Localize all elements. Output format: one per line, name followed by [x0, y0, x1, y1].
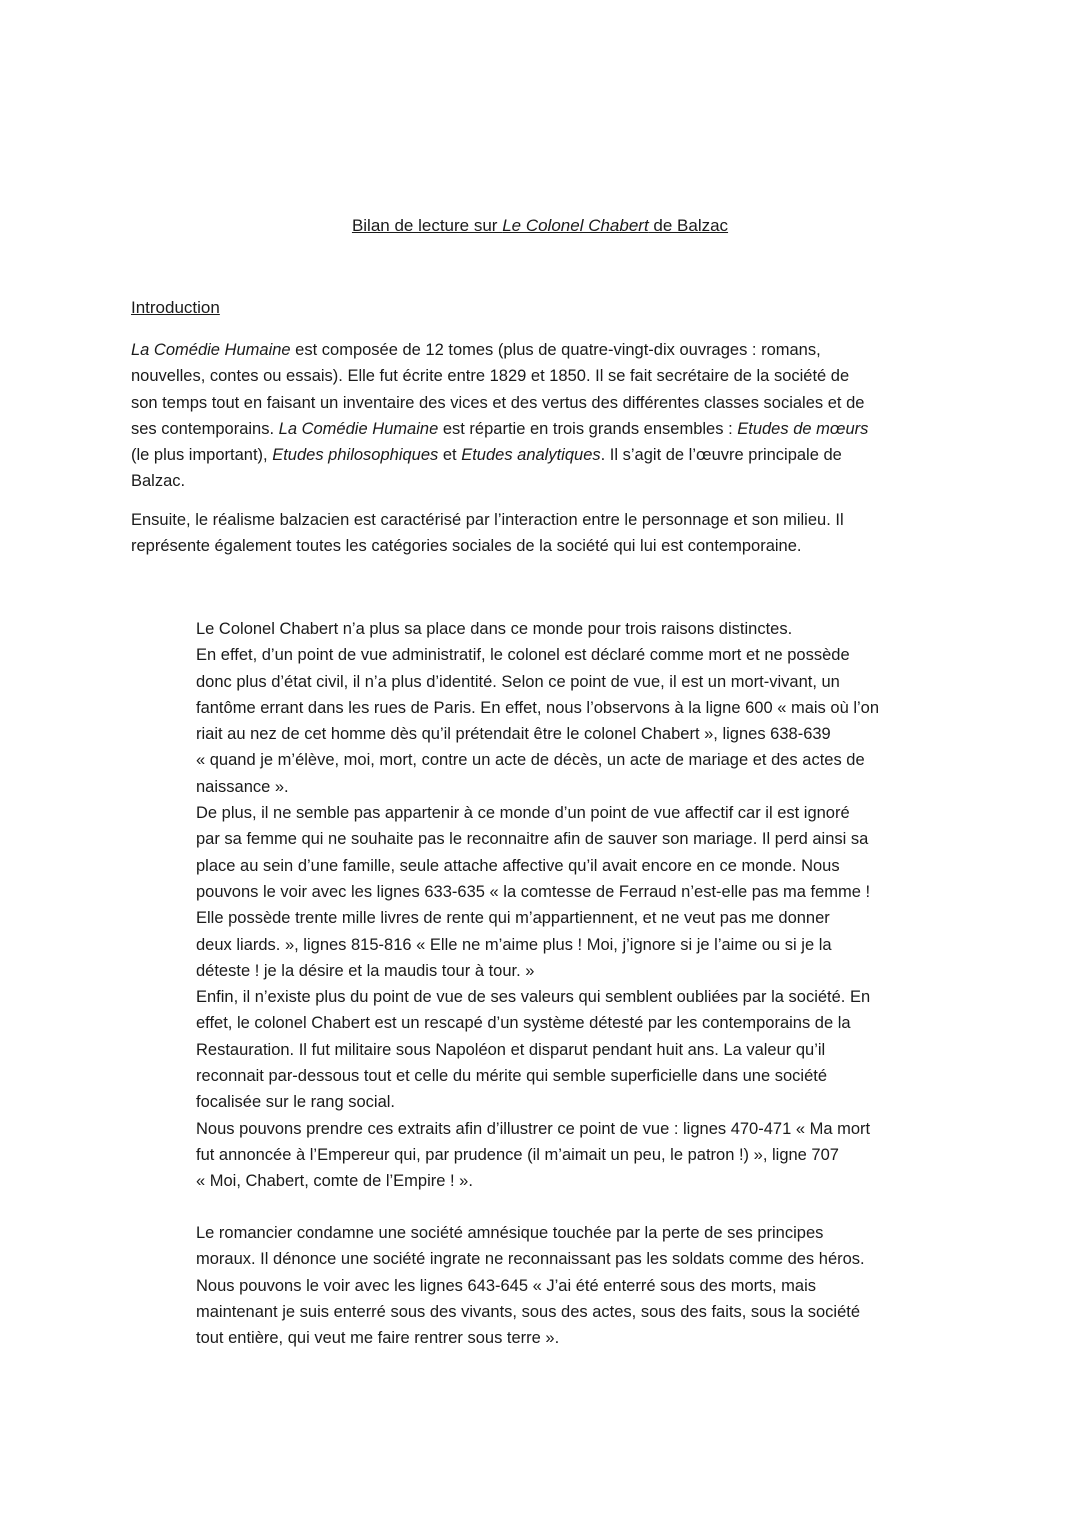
body-block-1: [196, 616, 956, 1195]
body-line: Enfin, il n’existe plus du point de vue de ses valeurs qui semblent oubliées par la société. En: [196, 988, 871, 1007]
italic-text: Etudes analytiques: [461, 446, 601, 465]
intro-paragraph-2: [131, 507, 951, 560]
document-title: [0, 215, 1080, 237]
text: et: [438, 446, 462, 465]
body-line: reconnait par-dessous tout et celle du mérite qui semble superficielle dans une société: [196, 1067, 828, 1086]
body-line: déteste ! je la désire et la maudis tour à tour. »: [196, 961, 535, 980]
section-heading-introduction: Introduction: [131, 298, 220, 317]
body-line: Nous pouvons le voir avec les lignes 643-645 « J’ai été enterré sous des morts, mais: [196, 1276, 816, 1295]
body-line: par sa femme qui ne souhaite pas le reconnaitre afin de sauver son mariage. Il perd ainsi sa: [196, 830, 869, 849]
body-line: deux liards. », lignes 815-816 « Elle ne m’aime plus ! Moi, j’ignore si je l’aime ou si je la: [196, 935, 832, 954]
body-line: moraux. Il dénonce une société ingrate ne reconnaissant pas les soldats comme des héros.: [196, 1250, 865, 1269]
italic-text: Etudes de mœurs: [737, 419, 869, 438]
body-line: fut annoncée à l’Empereur qui, par prudence (il m’aimait un peu, le patron !) », ligne 707: [196, 1145, 839, 1164]
body-block-2: [196, 1220, 956, 1351]
text: est répartie en trois grands ensembles :: [438, 419, 738, 438]
intro-line: nouvelles, contes ou essais). Elle fut écrite entre 1829 et 1850. Il se fait secrétaire de la société de: [131, 367, 850, 386]
body-line: Elle possède trente mille livres de rente qui m’appartiennent, et ne veut pas me donner: [196, 909, 830, 928]
body-line: maintenant je suis enterré sous des vivants, sous des actes, sous des faits, sous la société: [196, 1302, 861, 1321]
body-line: « Moi, Chabert, comte de l’Empire ! ».: [196, 1172, 473, 1191]
body-line: effet, le colonel Chabert est un rescapé d’un système détesté par les contemporains de la: [196, 1014, 851, 1033]
title-book-name: Le Colonel Chabert: [502, 216, 649, 235]
body-line: pouvons le voir avec les lignes 633-635 « la comtesse de Ferraud n’est-elle pas ma femme !: [196, 882, 871, 901]
text: . Il s’agit de l’œuvre principale de: [600, 446, 842, 465]
intro-line: Ensuite, le réalisme balzacien est caractérisé par l’interaction entre le personnage et son milieu. Il: [131, 511, 844, 529]
text: ses contemporains.: [131, 419, 279, 438]
intro-line: [131, 416, 951, 442]
italic-text: Etudes philosophiques: [272, 446, 439, 465]
text: est composée de 12 tomes (plus de quatre-vingt-dix ouvrages : romans,: [290, 341, 821, 359]
body-line: Le romancier condamne une société amnésique touchée par la perte de ses principes: [196, 1224, 824, 1242]
body-line: donc plus d’état civil, il n’a plus d’identité. Selon ce point de vue, il est un mort-vivant, un: [196, 672, 840, 691]
body-line: Restauration. Il fut militaire sous Napoléon et disparut pendant huit ans. La valeur qu’il: [196, 1040, 826, 1059]
intro-paragraph-1: [131, 337, 951, 495]
italic-text: La Comédie Humaine: [131, 341, 291, 359]
body-line: Nous pouvons prendre ces extraits afin d’illustrer ce point de vue : lignes 470-471 « Ma mort: [196, 1119, 871, 1138]
text: (le plus important),: [131, 446, 273, 465]
title-suffix: de Balzac: [648, 216, 729, 235]
body-line: focalisée sur le rang social.: [196, 1093, 396, 1112]
body-line: naissance ».: [196, 777, 289, 796]
body-line: En effet, d’un point de vue administratif, le colonel est déclaré comme mort et ne possède: [196, 646, 850, 665]
body-line: De plus, il ne semble pas appartenir à ce monde d’un point de vue affectif car il est ignoré: [196, 804, 850, 823]
intro-line: son temps tout en faisant un inventaire des vices et des vertus des différentes classes sociales et de: [131, 393, 865, 412]
body-line: tout entière, qui veut me faire rentrer sous terre ».: [196, 1329, 560, 1348]
intro-line: [131, 442, 951, 468]
body-line: place au sein d’une famille, seule attache affective qu’il avait encore en ce monde. Nous: [196, 856, 840, 875]
body-line: Le Colonel Chabert n’a plus sa place dans ce monde pour trois raisons distinctes.: [196, 620, 793, 638]
body-line: « quand je m’élève, moi, mort, contre un acte de décès, un acte de mariage et des actes de: [196, 751, 865, 770]
intro-line: [131, 337, 951, 363]
body-line: riait au nez de cet homme dès qu’il prétendait être le colonel Chabert », lignes 638-639: [196, 725, 831, 744]
title-prefix: Bilan de lecture sur: [351, 216, 503, 235]
italic-text: La Comédie Humaine: [278, 419, 439, 438]
body-line: fantôme errant dans les rues de Paris. En effet, nous l’observons à la ligne 600 « mais où l’on: [196, 698, 880, 717]
intro-line: représente également toutes les catégories sociales de la société qui lui est contemporaine.: [131, 537, 802, 556]
intro-line: Balzac.: [131, 472, 186, 491]
